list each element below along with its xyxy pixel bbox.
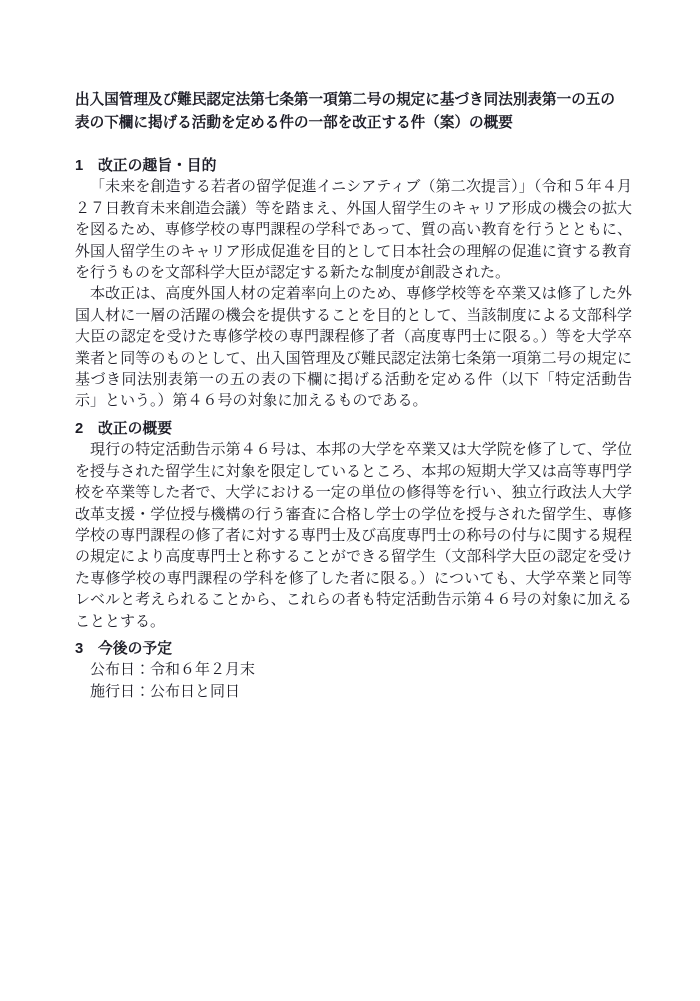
section-overview-number: 2 [75, 420, 84, 437]
section-schedule-title: 今後の予定 [98, 640, 172, 657]
enforcement-date-line: 施行日：公布日と同日 [90, 683, 241, 700]
section-purpose [75, 156, 632, 413]
document-title-line-1: 出入国管理及び難民認定法第七条第一項第二号の規定に基づき同法別表第一の五の [75, 92, 615, 108]
promulgation-date-line: 公布日：令和６年２月末 [90, 662, 256, 679]
document-title-line-2: 表の下欄に掲げる活動を定める件の一部を改正する件（案）の概要 [75, 115, 513, 131]
document-title [75, 89, 632, 135]
section-overview-heading [75, 419, 632, 440]
purpose-paragraph-2: 本改正は、高度外国人材の定着率向上のため、専修学校等を卒業又は修了した外国人材に一層の活躍の機会を提供することを目的として、当該制度による文部科学大臣の認定を受けた専修学校の専門課程修了者（高度専門士に限る。）等を大学卒業者と同等のものとして、出入国管理及び難民認定法第七条第一項第二号の規定に基づき同法別表第一の五の表の下欄に掲げる活動を定める件（以下「特定活動告示」という。）第４６号の対象に加えるものである。 [75, 286, 632, 410]
section-purpose-heading [75, 156, 632, 177]
section-overview-title: 改正の概要 [98, 420, 172, 437]
overview-paragraph-1: 現行の特定活動告示第４６号は、本邦の大学を卒業又は大学院を修了して、学位を授与された留学生に対象を限定しているところ、本邦の短期大学又は高等専門学校を卒業等した者で、大学における一定の単位の修得等を行い、独立行政法人大学改革支援・学位授与機構の行う審査に合格し学士の学位を授与された留学生、専修学校の専門課程の修了者に対する専門士及び高度専門士の称号の付与に関する規程の規定により高度専門士と称することができる留学生（文部科学大臣の認定を受けた専修学校の専門課程の学科を修了した者に限る。）についても、大学卒業と同等レベルと考えられることから、これらの者も特定活動告示第４６号の対象に加えることとする。 [75, 442, 632, 630]
section-schedule-number: 3 [75, 640, 84, 657]
section-purpose-title: 改正の趣旨・目的 [98, 158, 217, 174]
section-schedule-heading [75, 639, 632, 660]
section-schedule [75, 639, 632, 703]
section-purpose-number: 1 [75, 158, 84, 174]
section-overview [75, 419, 632, 633]
document-content [75, 89, 632, 703]
purpose-paragraph-1: 「未来を創造する若者の留学促進イニシアティブ（第二次提言）」（令和５年４月２７日教育未来創造会議）等を踏まえ、外国人留学生のキャリア形成の機会の拡大を図るため、専修学校の専門課程の学科であって、質の高い教育を行うとともに、外国人留学生のキャリア形成促進を目的として日本社会の理解の促進に資する教育を行うものを文部科学大臣が認定する新たな制度が創設された。 [75, 179, 632, 282]
